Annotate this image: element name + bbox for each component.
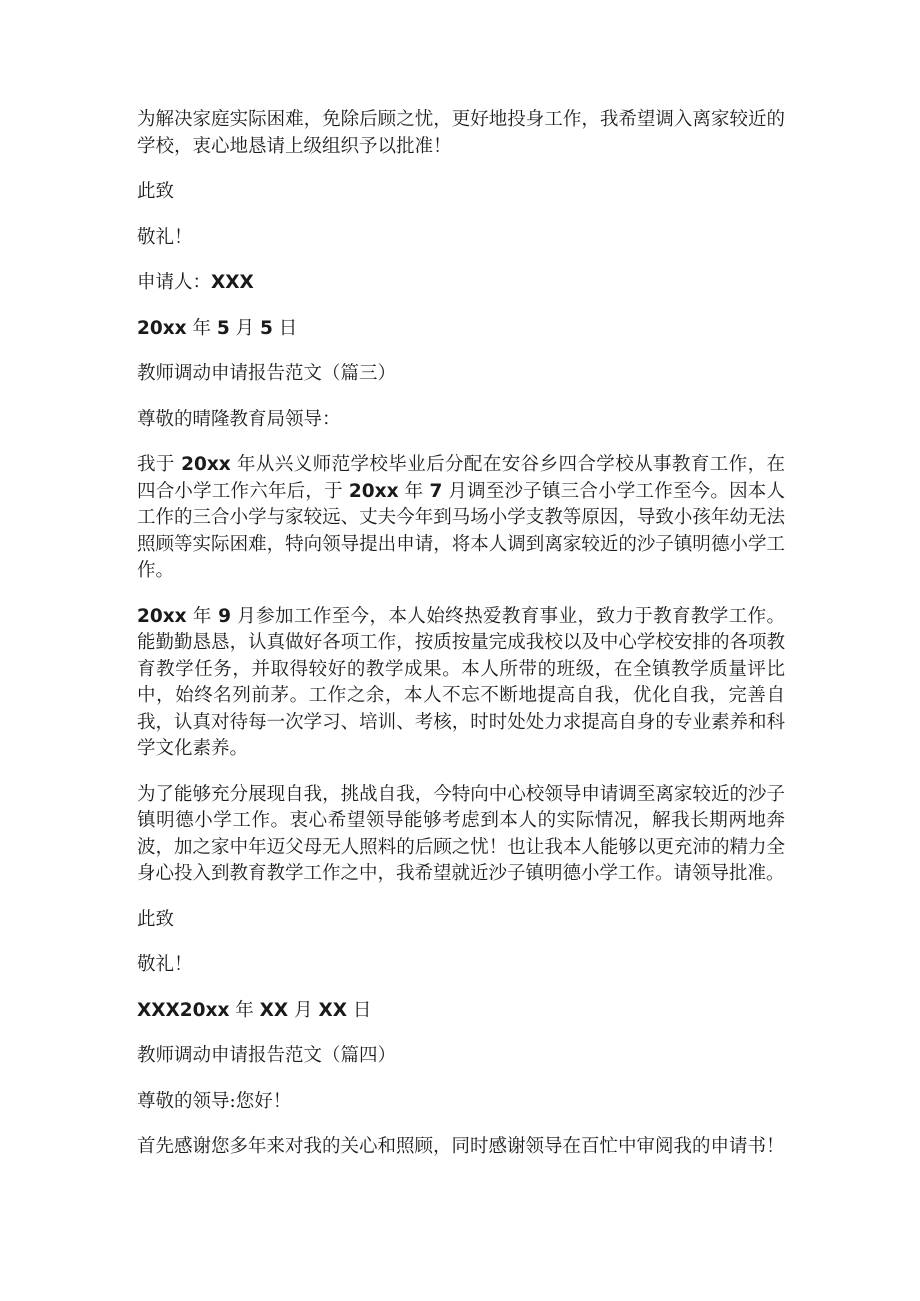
section-title-part4: 教师调动申请报告范文（篇四）	[137, 1045, 397, 1066]
paragraph-closing-request: 为解决家庭实际困难，免除后顾之忧，更好地投身工作，我希望调入离家较近的学校，衷心地恳请上级组织予以批准！	[137, 109, 785, 157]
document-body	[137, 107, 785, 1180]
paragraph-request: 为了能够充分展现自我，挑战自我，今特向中心校领导申请调至离家较近的沙子镇明德小学工作。衷心希望领导能够考虑到本人的实际情况，解我长期两地奔波，加之家中年迈父母无人照料的后顾之忧！也让我本人能够以更充沛的精力全身心投入到教育教学工作之中，我希望就近沙子镇明德小学工作。请领导批准。	[137, 783, 785, 884]
salutation-jingli-2: 敬礼！	[137, 954, 193, 975]
salutation-cizhi: 此致	[137, 181, 175, 202]
salutation-cizhi-2: 此致	[137, 908, 175, 930]
paragraph-work-record: 20xx 年 9 月参加工作至今，本人始终热爱教育事业，致力于教育教学工作。能勤勤恳恳，认真做好各项工作，按质按量完成我校以及中心学校安排的各项教育教学任务，并取得较好的教学成果。本人所带的班级，在全镇教学质量评比中，始终名列前茅。工作之余，本人不忘不断地提高自我，优化自我，完善自我，认真对待每一次学习、培训、考核，时时处处力求提高自身的专业素养和科学文化素养。	[137, 605, 785, 759]
greeting-leader: 尊敬的领导:您好！	[137, 1090, 292, 1112]
signature-date-line: XXX20xx 年 XX 月 XX 日	[137, 999, 372, 1021]
paragraph-background: 我于 20xx 年从兴义师范学校毕业后分配在安谷乡四合学校从事教育工作，在四合小学工作六年后，于 20xx 年 7 月调至沙子镇三合小学工作至今。因本人工作的三合小学与家较远、丈夫今年到马场小学支教等原因，导致小孩年幼无法照顾等实际困难，特向领导提出申请，将本人调到离家较近的沙子镇明德小学工作。	[137, 454, 786, 581]
paragraph-thanks: 首先感谢您多年来对我的关心和照顾，同时感谢领导在百忙中审阅我的申请书！	[137, 1136, 785, 1157]
date-line: 20xx 年 5 月 5 日	[137, 317, 298, 339]
applicant-line: 申请人：XXX	[137, 272, 254, 293]
salutation-jingli: 敬礼！	[137, 226, 193, 248]
greeting-bureau: 尊敬的晴隆教育局领导：	[137, 408, 341, 430]
section-title-part3: 教师调动申请报告范文（篇三）	[137, 363, 397, 384]
